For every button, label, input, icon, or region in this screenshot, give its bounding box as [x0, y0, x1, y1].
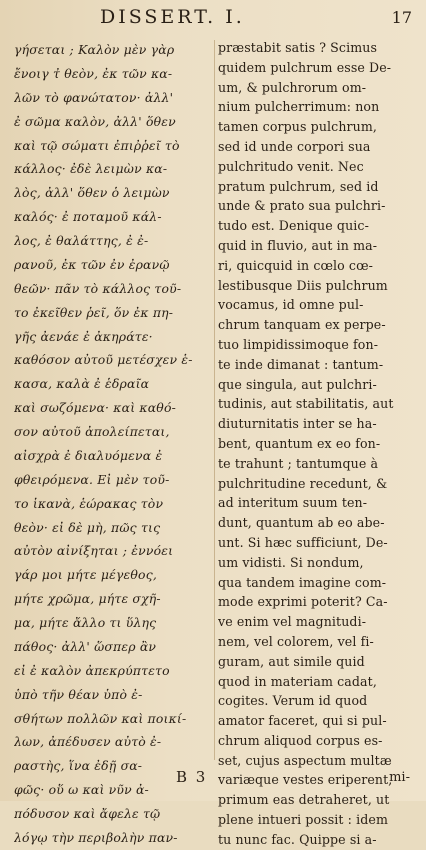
page-footer [0, 768, 426, 794]
latin-text-line: ad interitum suum ten- [218, 495, 368, 511]
latin-text-line: amator faceret, qui si pul- [218, 713, 387, 729]
latin-text-line: guram, aut simile quid [218, 653, 365, 669]
greek-text-line: ἔνοιγ τ̓ θεὸν, ἐκ τῶν κα- [14, 65, 173, 81]
latin-text-line: tuo limpidissimoque fon- [218, 336, 379, 352]
latin-text-line: primum eas detraheret, ut [218, 792, 390, 808]
greek-text-line: γῆς ἀενάε ἐ ἀκηράτε· [14, 328, 153, 344]
latin-text-line: tudo est. Denique quic- [218, 218, 369, 234]
greek-text-line: το ἱκανὰ, ἑώρακας τὸν [14, 495, 164, 511]
greek-text-line: λος, ἐ θαλάττης, ἐ ἐ- [14, 233, 149, 248]
greek-text-line: καλός· ἐ ποταμοῦ κάλ- [14, 209, 162, 225]
page-header [0, 6, 426, 32]
latin-text-line: variæque vestes eriperent, [218, 772, 393, 788]
latin-text-line: chrum tanquam ex perpe- [218, 317, 386, 333]
latin-text-line: um vidisti. Si nondum, [218, 554, 364, 570]
latin-text-line: diuturnitatis inter se ha- [218, 416, 377, 432]
greek-text-line: φθειρόμενα. Εἰ μὲν τοῦ- [14, 471, 170, 487]
column-divider [214, 40, 215, 760]
greek-text-line: καθόσον αὐτοῦ μετέσχεν ἑ- [14, 352, 193, 368]
greek-text-line: θεὸν· εἰ δὲ μὴ, πῶς τις [14, 519, 161, 535]
greek-text-line: λὸς, ἀλλ' ὅθεν ὁ λειμὼν [14, 185, 170, 201]
latin-text-line: tu nunc fac. Quippe si a- [218, 831, 377, 847]
latin-text-line: ve enim vel magnitudi- [218, 614, 367, 630]
greek-text-line: εἰ ἐ καλὸν ἀπεκρύπτετο [14, 662, 170, 678]
latin-text-line: pratum pulchrum, sed id [218, 178, 379, 194]
latin-text-line: te trahunt ; tantumque à [218, 455, 379, 471]
greek-text-line: αὐτὸν αἰνίξηται ; ἐννόει [14, 543, 174, 559]
latin-text-line: nem, vel colorem, vel fi- [218, 633, 374, 649]
latin-text-line: pulchritudine recedunt, & [218, 475, 388, 491]
latin-text-line: quid in fluvio, aut in ma- [218, 237, 378, 253]
greek-text-line: φῶς· οὕ ω καὶ νῦν ἀ- [14, 782, 149, 798]
catchword: mi- [389, 770, 410, 785]
latin-text-line: um, & pulchrorum om- [218, 79, 367, 95]
latin-text-line: nium pulcherrimum: non [218, 99, 380, 115]
greek-text-line: κάλλος· ἐδὲ λειμὼν κα- [14, 161, 168, 177]
greek-text-line: γάρ μοι μήτε μέγεθος, [14, 567, 157, 583]
latin-text-line: pulchritudo venit. Nec [218, 158, 364, 174]
greek-text-line: κασα, καλὰ ἐ ἑδραῖα [14, 376, 150, 392]
greek-text-line: ἐ σῶμα καλὸν, ἀλλ' ὅθεν [14, 113, 176, 129]
latin-text-line: vocamus, id omne pul- [218, 297, 364, 313]
latin-text-line: mode exprimi poterit? Ca- [218, 594, 388, 610]
greek-text-line: ρανοῦ, ἐκ τῶν ἐν ἐρανῷ [14, 256, 170, 272]
greek-text-line: σον αὐτοῦ ἀπολείπεται, [14, 424, 170, 439]
greek-text-line: μα, μήτε ἄλλο τι ὕλης [14, 615, 157, 630]
latin-text-line: tudinis, aut stabilitatis, aut [218, 396, 394, 412]
greek-text-line: μήτε χρῶμα, μήτε σχῆ- [14, 591, 161, 607]
greek-text-line: το ἐκεῖθεν ῥεῖ, ὅν ἐκ πη- [14, 304, 174, 320]
greek-text-line: λῶν τὸ φανώτατον· ἀλλ' [14, 89, 174, 105]
latin-text-line: unde & prato sua pulchri- [218, 198, 386, 214]
latin-text-line: lestibusque Diis pulchrum [218, 277, 388, 293]
greek-text-line: ὑπὸ τῆν θέαν ὑπὸ ἐ- [14, 686, 143, 702]
latin-text-line: que singula, aut pulchri- [218, 376, 377, 392]
latin-text-line: te inde dimanat : tantum- [218, 356, 384, 372]
latin-text-line: chrum aliquod corpus es- [218, 732, 383, 748]
latin-text-column [218, 38, 418, 850]
latin-text-line: quidem pulchrum esse De- [218, 59, 392, 75]
latin-text-line: bent, quantum ex eo fon- [218, 435, 381, 451]
running-title: DISSERT. I. [100, 6, 245, 28]
latin-text-line: qua tandem imagine com- [218, 574, 387, 590]
greek-text-line: σθήτων πολλῶν καὶ ποικί- [14, 710, 187, 726]
latin-text-line: præstabit satis ? Scimus [218, 40, 378, 55]
greek-text-line: λων, ἀπέδυσεν αὐτὸ ἐ- [14, 734, 162, 750]
greek-text-line: ραστὴς, ἵνα ἐδῇ σα- [14, 758, 143, 774]
page-number: 17 [391, 8, 412, 27]
greek-text-line: καὶ σωζόμενα· καὶ καθό- [14, 400, 176, 416]
greek-text-line: θεῶν· πᾶν τὸ κάλλος τοῦ- [14, 280, 182, 296]
latin-text-line: plene intueri possit : idem [218, 812, 389, 828]
latin-text-line: cogites. Verum id quod [218, 693, 368, 709]
latin-text-line: dunt, quantum ab eo abe- [218, 515, 385, 531]
greek-text-line: λόγῳ τὴν περιβολὴν παν- [14, 829, 178, 845]
greek-text-line: καὶ τῷ σώματι ἐπιῤῥεῖ τὸ [14, 137, 180, 153]
latin-text-line: unt. Si hæc sufficiunt, De- [218, 534, 388, 550]
latin-text-line: sed id unde corpori sua [218, 138, 371, 154]
greek-text-line: πόδυσον καὶ ἄφελε τῷ [14, 806, 161, 821]
signature-mark: B 3 [176, 768, 208, 786]
greek-text-column [14, 38, 214, 850]
latin-text-line: set, cujus aspectum multæ [218, 752, 392, 768]
greek-text-line: γήσεται ; Καλὸν μὲν γὰρ [14, 42, 175, 57]
latin-text-line: tamen corpus pulchrum, [218, 119, 378, 135]
latin-text-line: ri, quicquid in cœlo cœ- [218, 257, 373, 273]
latin-text-line: quod in materiam cadat, [218, 673, 377, 689]
greek-text-line: αἰσχρὰ ἐ διαλυόμενα ἐ [14, 447, 163, 463]
greek-text-line: πάθος· ἀλλ' ὥσπερ ἂν [14, 638, 157, 654]
